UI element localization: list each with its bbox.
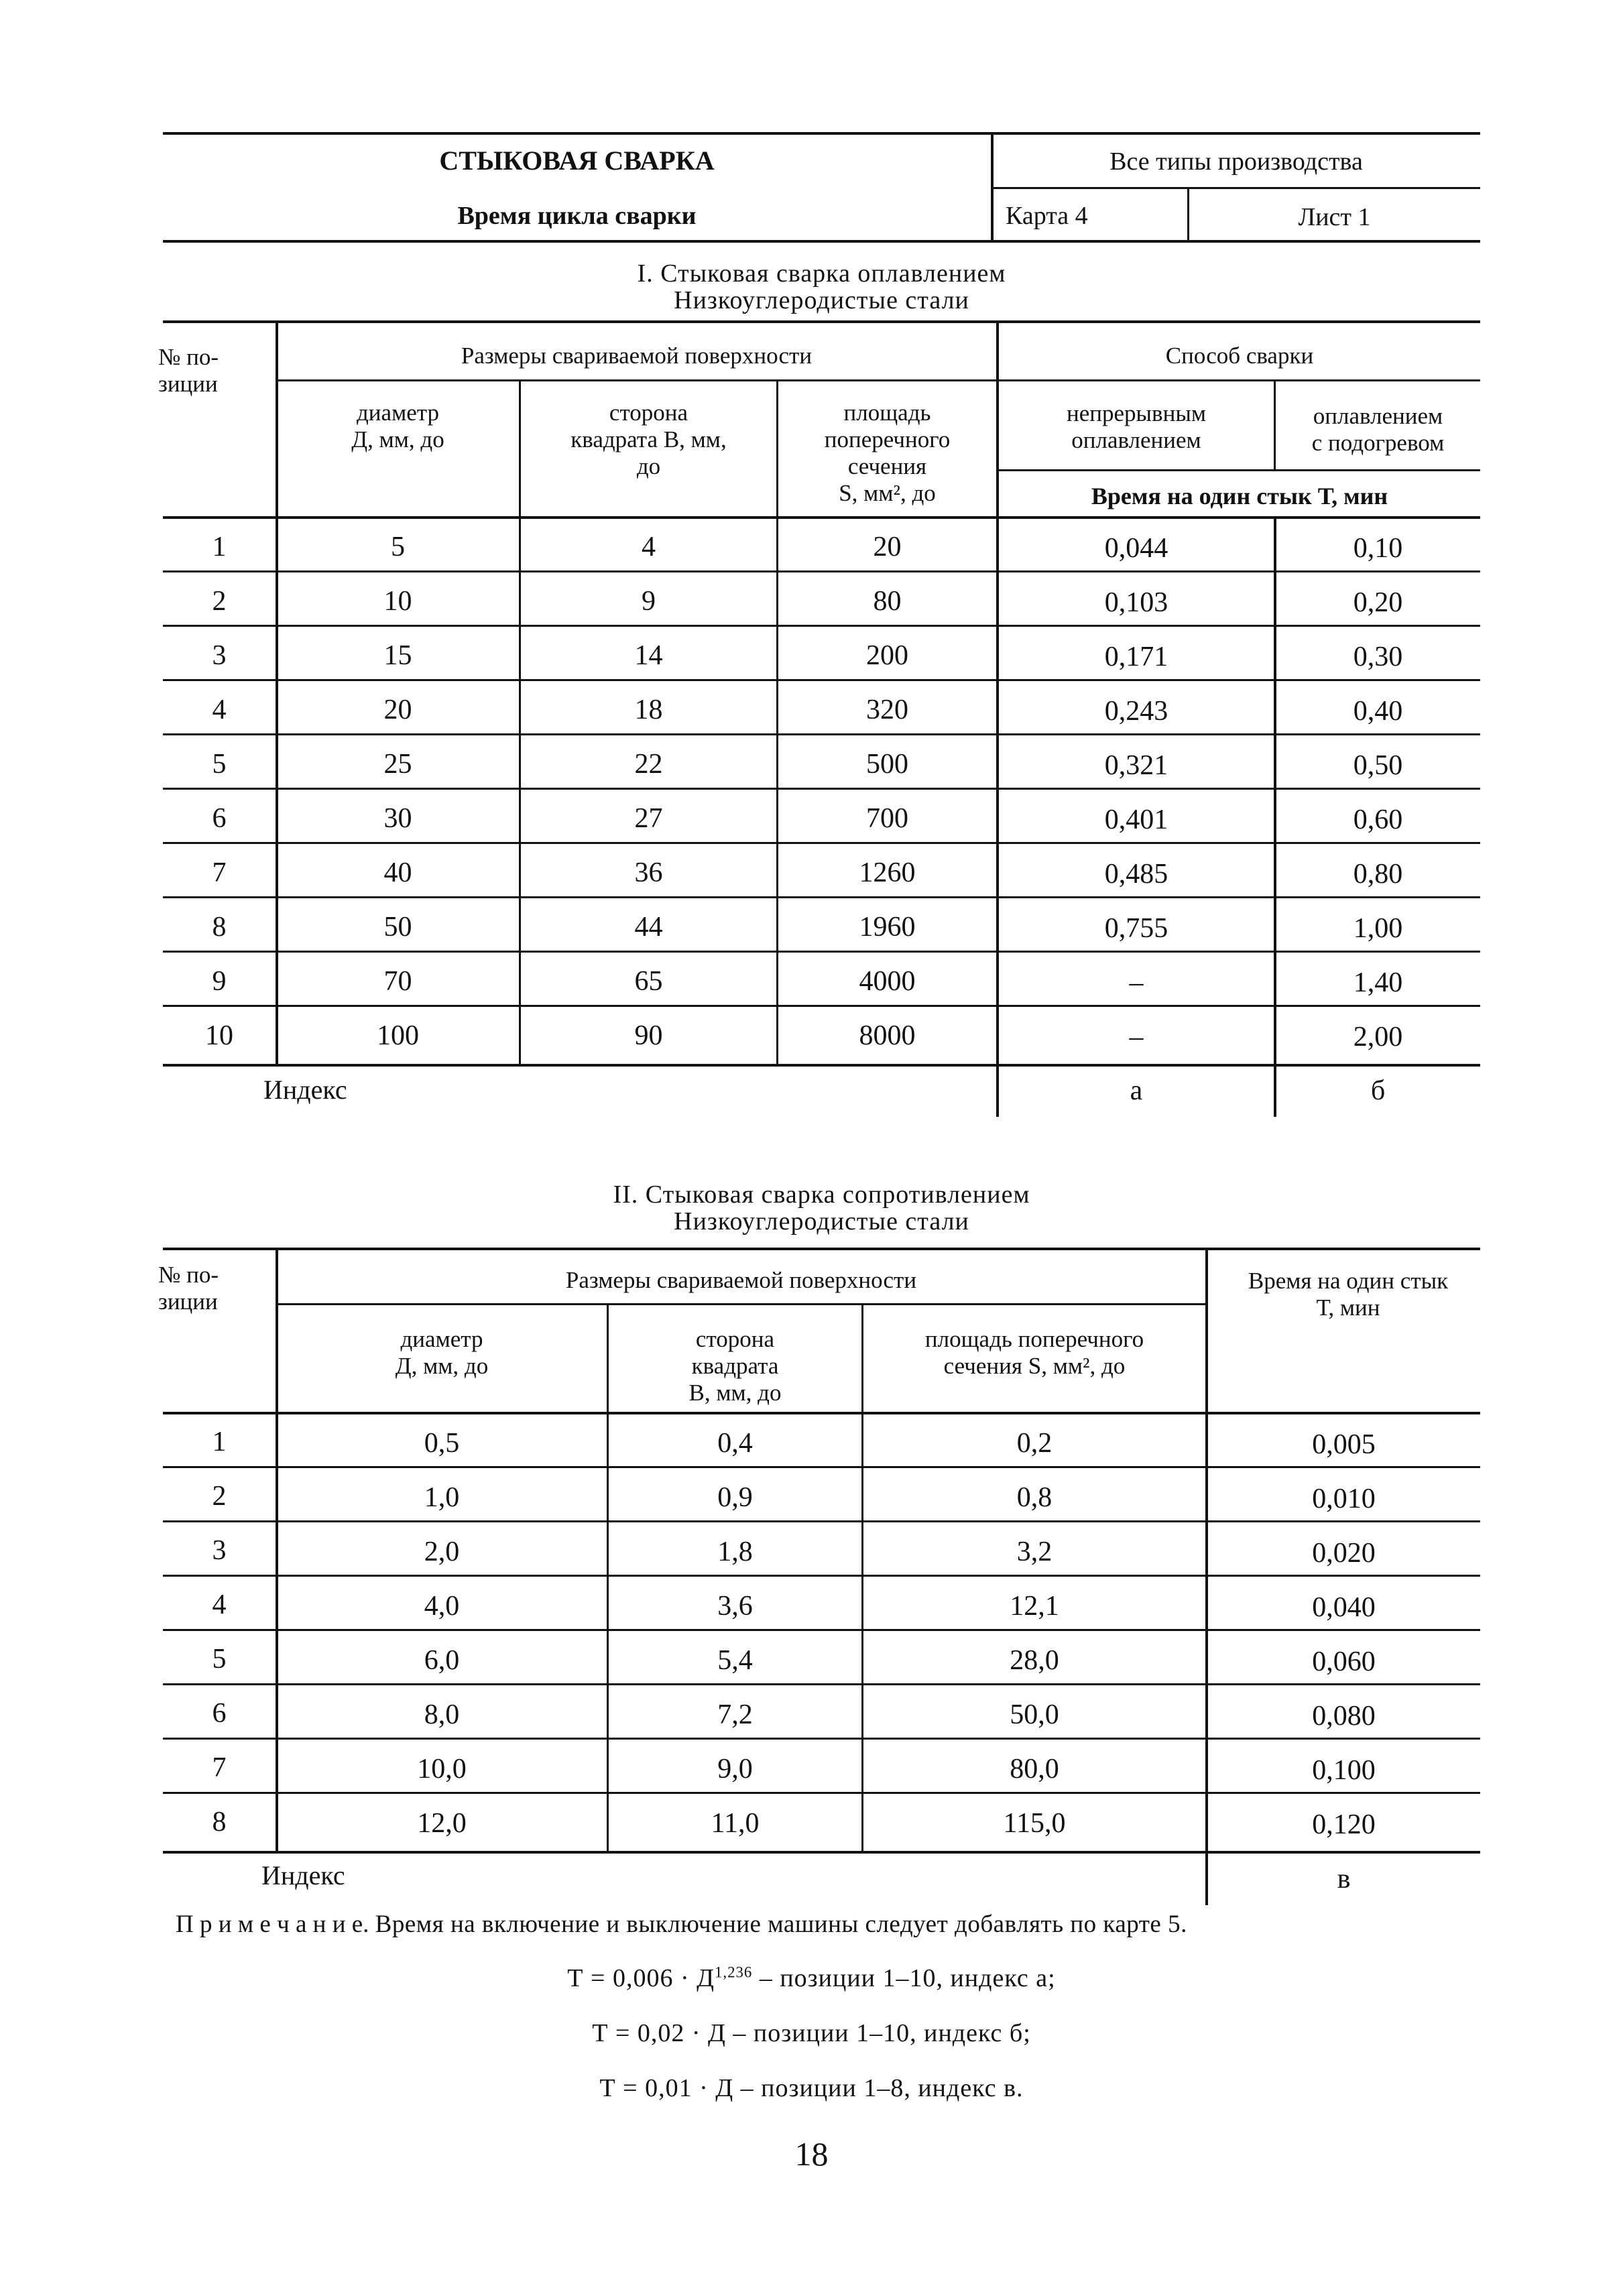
t2-r6-s: 50,0 xyxy=(1010,1699,1059,1730)
t1-r8-d: 50 xyxy=(383,912,412,943)
t2-index-label: Индекс xyxy=(261,1860,345,1890)
t1-r7-s: 1260 xyxy=(859,857,916,888)
t2-r5-d: 6,0 xyxy=(424,1645,460,1676)
t1-r10-s: 8000 xyxy=(859,1020,916,1051)
t1-r2-b: 9 xyxy=(642,586,656,617)
t1-r8-b: 44 xyxy=(634,912,663,943)
t2-r2-t: 0,010 xyxy=(1312,1484,1376,1514)
section2-subtitle: Низкоуглеродистые стали xyxy=(674,1207,969,1235)
section2-title: II. Стыковая сварка сопротивлением xyxy=(613,1181,1030,1209)
t1-r9-t2: 1,40 xyxy=(1353,967,1403,998)
card-number: Карта 4 xyxy=(1006,202,1088,230)
t1-col-position: № по- xyxy=(158,344,219,370)
t1-r3-pos: 3 xyxy=(212,640,227,671)
t1-r4-pos: 4 xyxy=(212,694,227,725)
t2-col-side: сторона xyxy=(695,1326,775,1352)
t2-r8-b: 11,0 xyxy=(711,1808,760,1839)
t2-r8-s: 115,0 xyxy=(1003,1808,1066,1839)
note xyxy=(176,1911,1187,1938)
t1-r3-d: 15 xyxy=(383,640,412,671)
t2-r3-b: 1,8 xyxy=(717,1536,753,1567)
t1-col-area: площадь xyxy=(843,400,931,426)
t1-r9-t1: – xyxy=(1129,967,1144,998)
section1-subtitle: Низкоуглеродистые стали xyxy=(674,286,969,314)
t2-r4-pos: 4 xyxy=(212,1589,227,1620)
t1-r5-t1: 0,321 xyxy=(1104,750,1168,781)
t2-r5-b: 5,4 xyxy=(717,1645,753,1676)
t1-r2-t1: 0,103 xyxy=(1104,587,1168,618)
t2-r2-s: 0,8 xyxy=(1016,1482,1053,1513)
t1-r7-t2: 0,80 xyxy=(1353,859,1403,890)
t1-r6-pos: 6 xyxy=(212,803,227,834)
t1-r9-s: 4000 xyxy=(859,966,916,997)
t1-r6-s: 700 xyxy=(866,803,908,834)
t2-col-side-2: квадрата xyxy=(691,1353,779,1379)
t1-col-side: сторона xyxy=(609,400,688,426)
t1-r8-pos: 8 xyxy=(212,912,227,943)
t1-r9-b: 65 xyxy=(634,966,663,997)
t1-r3-t2: 0,30 xyxy=(1353,642,1403,672)
formula-1 xyxy=(0,1964,1623,1993)
t1-col-preheat-2: с подогревом xyxy=(1311,430,1445,456)
sheet-number: Лист 1 xyxy=(1298,203,1371,231)
formula-3: Т = 0,01 · Д – позиции 1–8, индекс в. xyxy=(599,2074,1024,2102)
t1-r2-s: 80 xyxy=(873,586,902,617)
t1-r2-d: 10 xyxy=(383,586,412,617)
t2-col-diameter-2: Д, мм, до xyxy=(395,1353,489,1379)
formula-1-tail: – позиции 1–10, индекс а; xyxy=(752,1964,1056,1992)
t1-r3-t1: 0,171 xyxy=(1104,642,1168,672)
t2-col-time: Время на один стык xyxy=(1248,1268,1449,1294)
t1-r5-pos: 5 xyxy=(212,749,227,780)
t1-col-diameter-2: Д, мм, до xyxy=(351,426,444,452)
t1-r3-s: 200 xyxy=(866,640,908,671)
t2-r5-pos: 5 xyxy=(212,1644,227,1675)
t2-r7-pos: 7 xyxy=(212,1752,227,1783)
t2-r4-s: 12,1 xyxy=(1010,1591,1059,1622)
t1-r1-t1: 0,044 xyxy=(1104,533,1168,564)
t1-index-b: б xyxy=(1370,1075,1386,1106)
t1-r7-pos: 7 xyxy=(212,857,227,888)
note-label: П р и м е ч а н и е. xyxy=(176,1911,369,1938)
t2-r2-b: 0,9 xyxy=(717,1482,753,1513)
t1-r1-s: 20 xyxy=(873,532,902,562)
t1-r5-b: 22 xyxy=(634,749,663,780)
t1-col-preheat: оплавлением xyxy=(1313,403,1443,429)
formula-2: Т = 0,02 · Д – позиции 1–10, индекс б; xyxy=(592,2019,1031,2047)
t1-r10-t1: – xyxy=(1129,1022,1144,1052)
t1-col-diameter: диаметр xyxy=(357,400,439,426)
t1-r2-pos: 2 xyxy=(212,586,227,617)
t1-col-position-2: зиции xyxy=(158,371,218,397)
production-type: Все типы производства xyxy=(1109,147,1363,176)
t2-r8-d: 12,0 xyxy=(417,1808,467,1839)
t1-r6-t1: 0,401 xyxy=(1104,804,1168,835)
t1-col-continuous-2: оплавлением xyxy=(1071,427,1201,453)
t2-col-time-2: Т, мин xyxy=(1316,1294,1380,1321)
t2-r3-s: 3,2 xyxy=(1016,1536,1053,1567)
t1-r2-t2: 0,20 xyxy=(1353,587,1403,618)
card-title: СТЫКОВАЯ СВАРКА xyxy=(439,145,715,176)
t1-r4-t2: 0,40 xyxy=(1353,696,1403,727)
t1-r8-t2: 1,00 xyxy=(1353,913,1403,944)
t1-r10-d: 100 xyxy=(377,1020,419,1051)
t1-r8-s: 1960 xyxy=(859,912,916,943)
t1-r6-t2: 0,60 xyxy=(1353,804,1403,835)
t2-r6-d: 8,0 xyxy=(424,1699,460,1730)
t2-r4-t: 0,040 xyxy=(1312,1592,1376,1623)
t1-r7-t1: 0,485 xyxy=(1104,859,1168,890)
t1-col-area-4: S, мм², до xyxy=(839,480,936,506)
t2-r3-t: 0,020 xyxy=(1312,1538,1376,1569)
t2-col-diameter: диаметр xyxy=(400,1326,483,1352)
t1-r7-b: 36 xyxy=(634,857,663,888)
t2-r7-b: 9,0 xyxy=(717,1754,753,1785)
t2-col-area-2: сечения S, мм², до xyxy=(943,1353,1126,1379)
formula-1-exp: 1,236 xyxy=(715,1963,753,1981)
t1-r5-t2: 0,50 xyxy=(1353,750,1403,781)
t2-r4-b: 3,6 xyxy=(717,1591,753,1622)
t2-r1-b: 0,4 xyxy=(717,1428,753,1459)
t2-r8-pos: 8 xyxy=(212,1807,227,1837)
t2-group-dimensions: Размеры свариваемой поверхности xyxy=(565,1267,917,1293)
t1-r6-b: 27 xyxy=(634,803,663,834)
t1-r1-d: 5 xyxy=(391,532,405,562)
t2-r1-d: 0,5 xyxy=(424,1428,460,1459)
page-number: 18 xyxy=(794,2135,829,2173)
t1-time-header: Время на один стык Т, мин xyxy=(1091,483,1388,509)
t2-r2-d: 1,0 xyxy=(424,1482,460,1513)
t1-r1-b: 4 xyxy=(642,532,656,562)
t2-r6-pos: 6 xyxy=(212,1698,227,1729)
t1-group-method: Способ сварки xyxy=(1165,343,1314,369)
t2-r2-pos: 2 xyxy=(212,1481,227,1512)
t1-r10-t2: 2,00 xyxy=(1353,1022,1403,1052)
t1-group-dimensions: Размеры свариваемой поверхности xyxy=(461,343,813,369)
t2-r8-t: 0,120 xyxy=(1312,1809,1376,1840)
t1-r4-t1: 0,243 xyxy=(1104,696,1168,727)
t2-r7-t: 0,100 xyxy=(1312,1755,1376,1786)
t2-r6-b: 7,2 xyxy=(717,1699,753,1730)
t2-r1-pos: 1 xyxy=(212,1427,227,1457)
t2-r6-t: 0,080 xyxy=(1312,1701,1376,1732)
t1-col-continuous: непрерывным xyxy=(1067,400,1206,426)
t1-col-side-3: до xyxy=(636,453,661,479)
t2-r1-t: 0,005 xyxy=(1312,1429,1376,1460)
t1-r4-b: 18 xyxy=(634,694,663,725)
t2-col-position: № по- xyxy=(158,1262,219,1288)
t1-r6-d: 30 xyxy=(383,803,412,834)
t1-col-area-2: поперечного xyxy=(824,426,951,452)
note-text: Время на включение и выключение машины следует добавлять по карте 5. xyxy=(375,1911,1187,1938)
t2-r5-t: 0,060 xyxy=(1312,1646,1376,1677)
t2-r5-s: 28,0 xyxy=(1010,1645,1059,1676)
t1-index-label: Индекс xyxy=(263,1075,347,1105)
t1-r5-s: 500 xyxy=(866,749,908,780)
t1-r4-d: 20 xyxy=(383,694,412,725)
t1-col-area-3: сечения xyxy=(847,453,927,479)
t1-col-side-2: квадрата В, мм, xyxy=(570,426,727,452)
section1-title: I. Стыковая сварка оплавлением xyxy=(637,259,1006,288)
t1-r1-pos: 1 xyxy=(212,532,227,562)
t2-col-area: площадь поперечного xyxy=(924,1326,1144,1352)
t2-col-position-2: зиции xyxy=(158,1288,218,1315)
t2-r3-d: 2,0 xyxy=(424,1536,460,1567)
t2-r4-d: 4,0 xyxy=(424,1591,460,1622)
t1-r1-t2: 0,10 xyxy=(1353,533,1403,564)
formula-1-base: Т = 0,006 · Д xyxy=(567,1964,715,1992)
t1-r5-d: 25 xyxy=(383,749,412,780)
t2-index-v: в xyxy=(1337,1864,1351,1894)
t2-r7-s: 80,0 xyxy=(1010,1754,1059,1785)
t1-r3-b: 14 xyxy=(634,640,663,671)
t1-r8-t1: 0,755 xyxy=(1104,913,1168,944)
t1-r4-s: 320 xyxy=(866,694,908,725)
t1-r7-d: 40 xyxy=(383,857,412,888)
t1-r9-d: 70 xyxy=(383,966,412,997)
t1-index-a: а xyxy=(1130,1075,1143,1106)
t2-col-side-3: В, мм, до xyxy=(688,1380,782,1406)
t2-r7-d: 10,0 xyxy=(417,1754,467,1785)
t1-r10-pos: 10 xyxy=(205,1020,233,1051)
t2-r3-pos: 3 xyxy=(212,1535,227,1566)
card-subtitle: Время цикла сварки xyxy=(457,202,697,230)
t1-r9-pos: 9 xyxy=(212,966,227,997)
t1-r10-b: 90 xyxy=(634,1020,663,1051)
t2-r1-s: 0,2 xyxy=(1016,1428,1053,1459)
